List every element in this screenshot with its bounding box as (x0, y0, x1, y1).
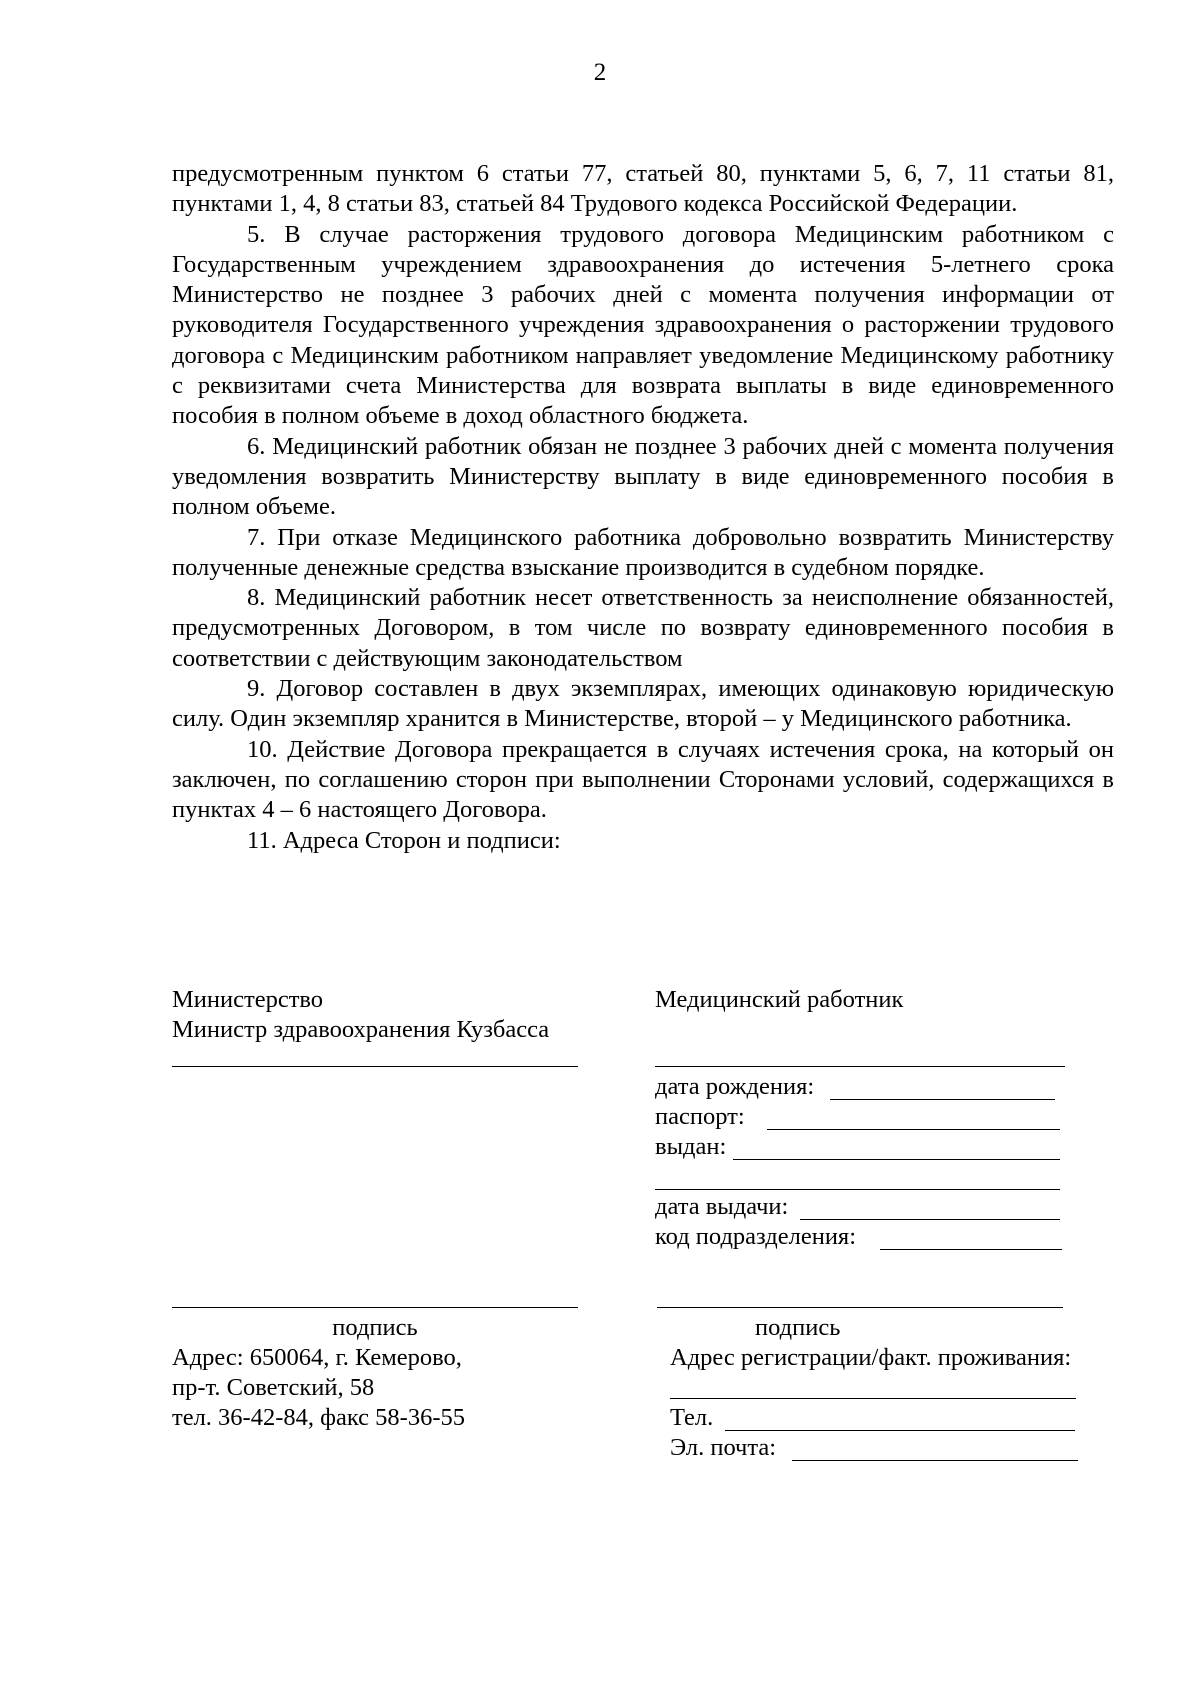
worker-signature-line (657, 1307, 1063, 1308)
ministry-signature-caption: подпись (332, 1314, 418, 1341)
paragraph-5: 5. В случае расторжения трудового договора Медицинским работником с Государственным учреждением здравоохранения до истечения 5-летнего срока Министерство не позднее 3 рабочих дней с момента получения информации от руководителя Государственного учреждения здравоохранения о расторжении трудового договора с Медицинским работником направляет уведомление Медицинскому работнику с реквизитами счета Министерства для возврата выплаты в виде единовременного пособия в полном объеме в доход областного бюджета. (172, 220, 1114, 430)
ministry-signature-line (172, 1307, 578, 1308)
passport-label: паспорт: (655, 1103, 745, 1130)
ministry-title: Министерство (172, 986, 324, 1013)
birth-date-line (830, 1099, 1055, 1100)
ministry-phone: тел. 36-42-84, факс 58-36-55 (172, 1404, 465, 1431)
phone-line (725, 1430, 1075, 1431)
page-number: 2 (593, 59, 607, 86)
issued-by-line-2 (655, 1189, 1060, 1190)
worker-address-line (670, 1398, 1076, 1399)
paragraph-11: 11. Адреса Сторон и подписи: (247, 826, 561, 854)
paragraph-9: 9. Договор составлен в двух экземплярах, имеющих одинаковую юридическую силу. Один экземпляр хранится в Министерстве, второй – у Медицинского работника. (172, 675, 1114, 733)
worker-email-field (670, 1433, 776, 1463)
ministry-address-line2: пр-т. Советский, 58 (172, 1374, 375, 1401)
issue-date-label: дата выдачи: (655, 1193, 789, 1220)
birth-date-label: дата рождения: (655, 1073, 815, 1100)
worker-division-code-field (655, 1222, 856, 1252)
paragraph-10: 10. Действие Договора прекращается в случаях истечения срока, на который он заключен, по соглашению сторон при выполнении Сторонами условий, содержащихся в пунктах 4 – 6 настоящего Договора. (172, 735, 1114, 824)
email-label: Эл. почта: (670, 1434, 777, 1461)
division-code-label: код подразделения: (655, 1223, 857, 1250)
worker-address-label: Адрес регистрации/факт. проживания: (670, 1344, 1072, 1371)
paragraph-continuation: предусмотренным пунктом 6 статьи 77, статьей 80, пунктами 5, 6, 7, 11 статьи 81, пунктами 1, 4, 8 статьи 83, статьей 84 Трудового кодекса Российской Федерации. (172, 160, 1114, 218)
ministry-address-line1: Адрес: 650064, г. Кемерово, (172, 1344, 462, 1371)
ministry-signature-line-top (172, 1066, 578, 1067)
worker-title: Медицинский работник (655, 986, 904, 1013)
worker-signature-caption: подпись (755, 1314, 841, 1341)
ministry-minister-title: Министр здравоохранения Кузбасса (172, 1016, 550, 1043)
paragraph-8: 8. Медицинский работник несет ответственность за неисполнение обязанностей, предусмотренных Договором, в том числе по возврату единовременного пособия в соответствии с действующим законодательством (172, 584, 1114, 672)
issued-by-label: выдан: (655, 1133, 727, 1160)
passport-line (767, 1129, 1060, 1130)
paragraph-6: 6. Медицинский работник обязан не позднее 3 рабочих дней с момента получения уведомления возвратить Министерству выплату в виде единовременного пособия в полном объеме. (172, 432, 1114, 521)
worker-passport-field (655, 1102, 745, 1132)
worker-phone-field (670, 1403, 713, 1433)
worker-issued-by-field (655, 1132, 726, 1162)
issue-date-line (800, 1219, 1060, 1220)
worker-name-line (655, 1066, 1065, 1067)
worker-birth-date-field (655, 1072, 814, 1102)
worker-issue-date-field (655, 1192, 788, 1222)
phone-label: Тел. (670, 1404, 714, 1431)
paragraph-7: 7. При отказе Медицинского работника добровольно возвратить Министерству полученные денежные средства взыскание производится в судебном порядке. (172, 523, 1114, 581)
division-code-line (880, 1249, 1062, 1250)
contract-body (172, 159, 1114, 856)
issued-by-line (733, 1159, 1060, 1160)
email-line (792, 1460, 1078, 1461)
